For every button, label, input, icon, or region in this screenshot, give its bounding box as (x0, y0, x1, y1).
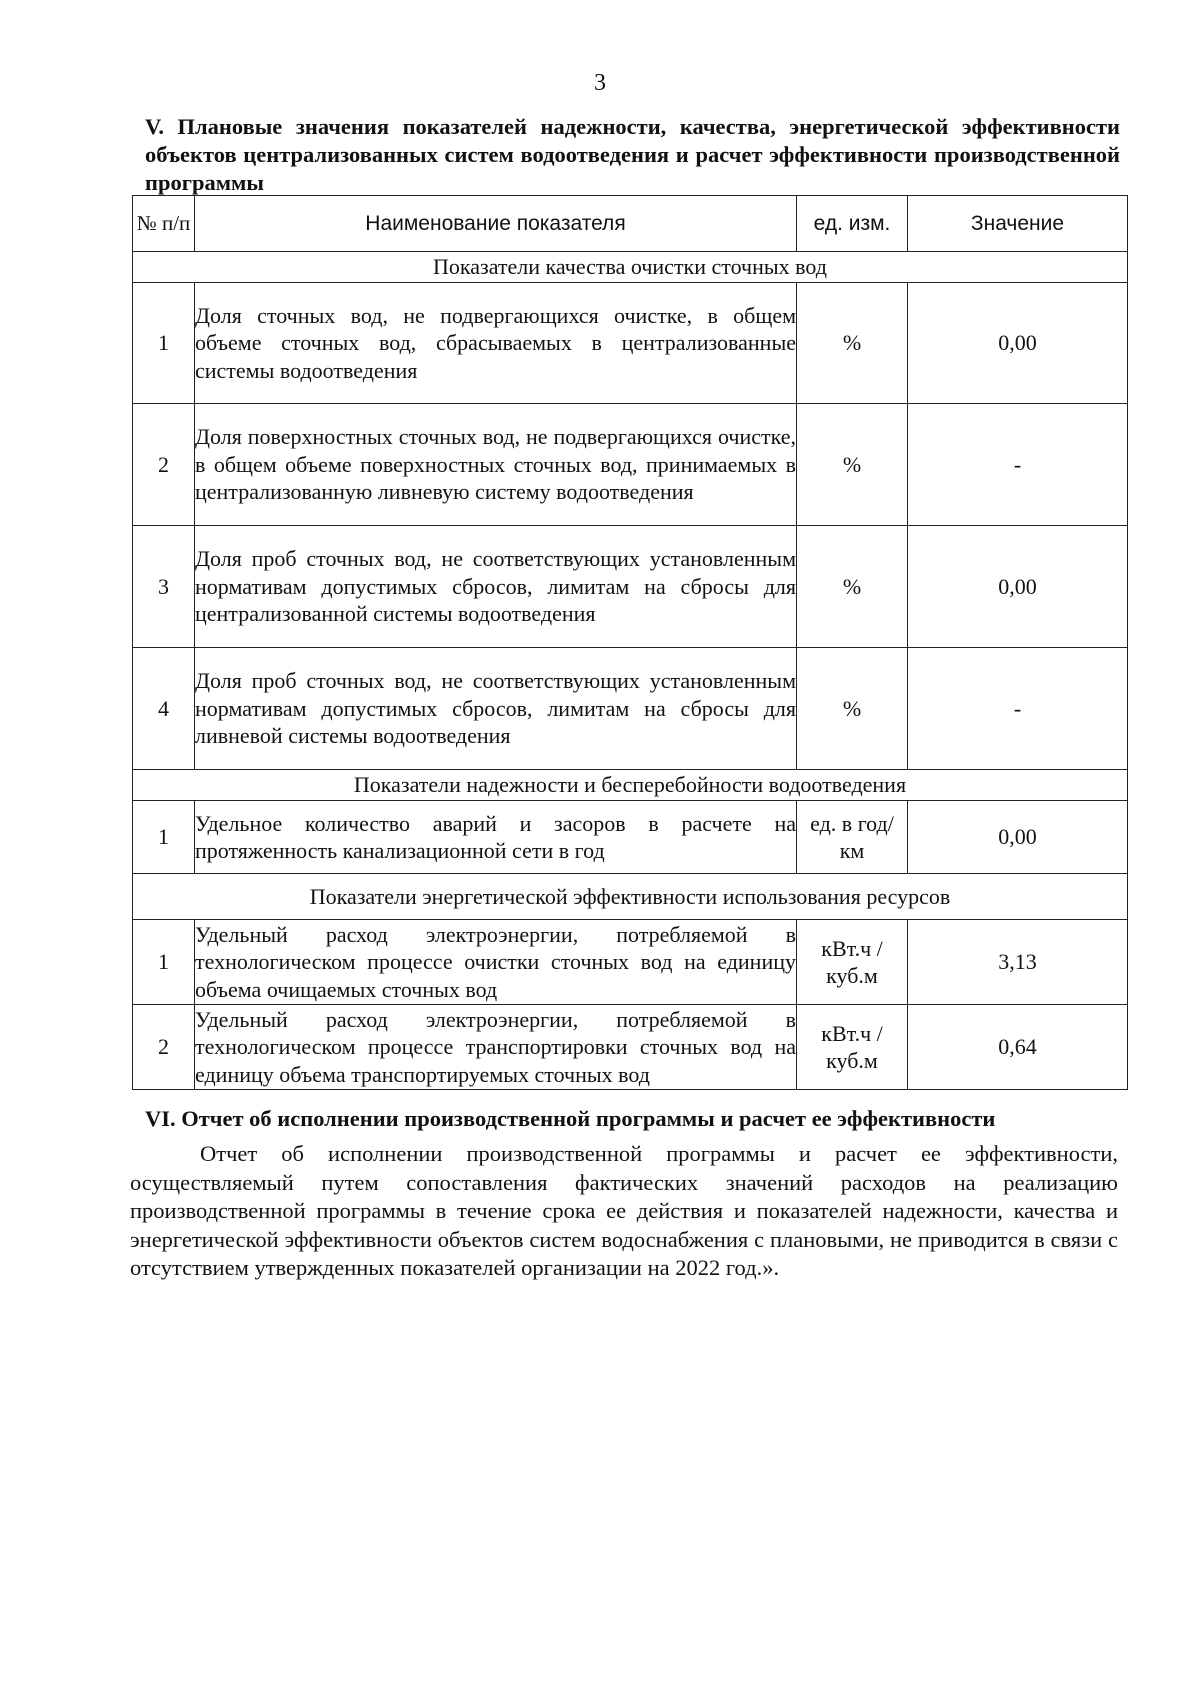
row-name: Доля проб сточных вод, не соответствующих установленным нормативам допустимых сбросов, лимитам на сбросы для ливневой системы водоотведения (195, 648, 797, 770)
table-header-row (133, 196, 1128, 252)
header-num: № п/п (133, 196, 195, 252)
row-value: 0,64 (908, 1005, 1128, 1090)
table-row (133, 1005, 1128, 1090)
header-value: Значение (908, 196, 1128, 252)
row-num: 1 (133, 283, 195, 404)
row-unit: кВт.ч / куб.м (797, 920, 908, 1005)
group-row (133, 770, 1128, 801)
section-6-title: VI. Отчет об исполнении производственной программы и расчет ее эффективности (145, 1106, 996, 1131)
row-name: Удельный расход электроэнергии, потребляемой в технологическом процессе транспортировки сточных вод на единицу объема транспортируемых сточных вод (195, 1005, 797, 1090)
row-value: 0,00 (908, 526, 1128, 648)
row-value: 3,13 (908, 920, 1128, 1005)
row-unit: % (797, 404, 908, 526)
header-unit: ед. изм. (797, 196, 908, 252)
row-name: Удельный расход электроэнергии, потребляемой в технологическом процессе очистки сточных вод на единицу объема очищаемых сточных вод (195, 920, 797, 1005)
table-row (133, 404, 1128, 526)
table-row (133, 526, 1128, 648)
row-num: 4 (133, 648, 195, 770)
group-row (133, 874, 1128, 920)
row-value: - (908, 648, 1128, 770)
row-value: - (908, 404, 1128, 526)
header-name: Наименование показателя (195, 196, 797, 252)
section-5-title: V. Плановые значения показателей надежности, качества, энергетической эффективности объектов централизованных систем водоотведения и расчет эффективности производственной программы (145, 114, 1120, 195)
table-row (133, 801, 1128, 874)
row-num: 1 (133, 920, 195, 1005)
row-name: Доля поверхностных сточных вод, не подвергающихся очистке, в общем объеме поверхностных сточных вод, принимаемых в централизованную ливневую систему водоотведения (195, 404, 797, 526)
row-value: 0,00 (908, 801, 1128, 874)
row-unit: % (797, 283, 908, 404)
report-paragraph: Отчет об исполнении производственной программы и расчет ее эффективности, осуществляемый путем сопоставления фактических значений расходов на реализацию производственной программы в течение срока ее действия и показателей надежности, качества и энергетической эффективности объектов систем водоснабжения с плановыми, не приводится в связи с отсутствием утвержденных показателей организации на 2022 год.». (130, 1141, 1118, 1280)
row-num: 1 (133, 801, 195, 874)
table-row (133, 920, 1128, 1005)
row-unit: кВт.ч / куб.м (797, 1005, 908, 1090)
row-num: 2 (133, 1005, 195, 1090)
group-title-energy: Показатели энергетической эффективности использования ресурсов (133, 874, 1128, 920)
page-number: 3 (594, 70, 606, 96)
group-title-quality: Показатели качества очистки сточных вод (133, 252, 1128, 283)
table-row (133, 648, 1128, 770)
row-unit: % (797, 526, 908, 648)
indicators-table (132, 195, 1128, 1090)
row-unit: % (797, 648, 908, 770)
group-title-reliability: Показатели надежности и бесперебойности водоотведения (133, 770, 1128, 801)
table-row (133, 283, 1128, 404)
row-name: Удельное количество аварий и засоров в расчете на протяженность канализационной сети в год (195, 801, 797, 874)
row-num: 2 (133, 404, 195, 526)
row-name: Доля проб сточных вод, не соответствующих установленным нормативам допустимых сбросов, лимитам на сбросы для централизованной системы водоотведения (195, 526, 797, 648)
row-num: 3 (133, 526, 195, 648)
group-row (133, 252, 1128, 283)
row-unit: ед. в год/ км (797, 801, 908, 874)
row-value: 0,00 (908, 283, 1128, 404)
row-name: Доля сточных вод, не подвергающихся очистке, в общем объеме сточных вод, сбрасываемых в централизованные системы водоотведения (195, 283, 797, 404)
